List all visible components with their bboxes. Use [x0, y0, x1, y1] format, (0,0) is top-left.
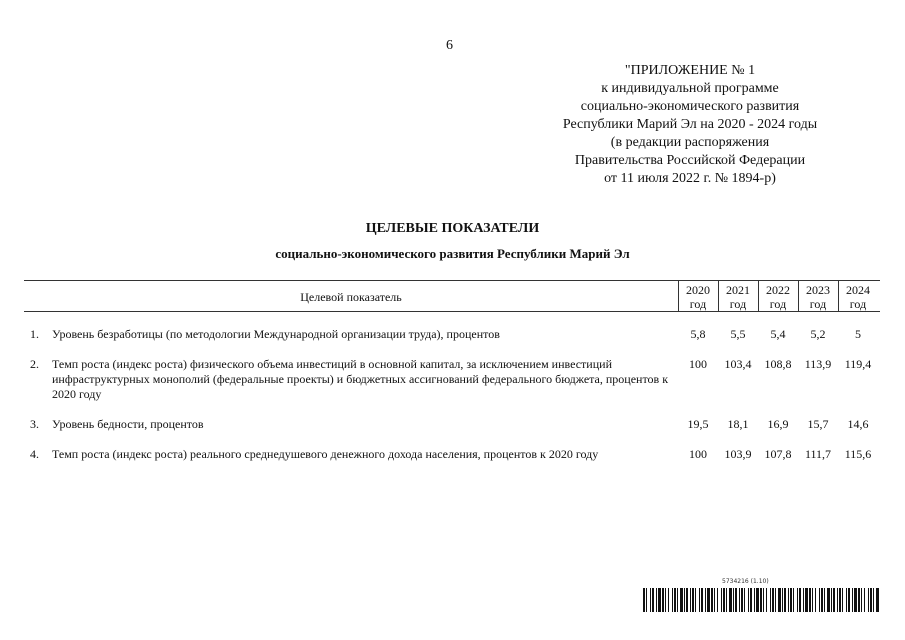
barcode-bar [650, 588, 651, 612]
barcode-bar [665, 588, 666, 612]
barcode-bar [805, 588, 808, 612]
barcode-bar [717, 588, 718, 612]
barcode-bar [705, 588, 706, 612]
barcode-bar [782, 588, 783, 612]
row-value: 19,5 [687, 417, 709, 431]
table-header-rule [24, 311, 880, 312]
barcode-bar [824, 588, 825, 612]
barcode-bar [672, 588, 673, 612]
barcode-bar [797, 588, 798, 612]
barcode-bar [873, 588, 874, 612]
barcode-bar [788, 588, 789, 612]
barcode-bar [680, 588, 683, 612]
barcode-bar [748, 588, 749, 612]
row-value: 107,8 [764, 447, 792, 461]
barcode-bar [721, 588, 722, 612]
barcode-bar [852, 588, 853, 612]
row-value: 5,8 [690, 327, 706, 341]
row-number: 3. [30, 417, 39, 431]
barcode-bar [760, 588, 762, 612]
barcode-bar [842, 588, 843, 612]
barcode-bar [812, 588, 813, 612]
column-header-indicator: Целевой показатель [300, 290, 402, 304]
barcode-bar [662, 588, 664, 612]
barcode-bar [831, 588, 832, 612]
appendix-header [520, 62, 860, 188]
column-header-year [758, 283, 798, 311]
row-number: 4. [30, 447, 39, 461]
row-value: 16,9 [767, 417, 789, 431]
barcode-bar [803, 588, 804, 612]
barcode-bar [861, 588, 862, 612]
row-value: 5,2 [810, 327, 826, 341]
barcode-bar [690, 588, 691, 612]
barcode-bar [739, 588, 740, 612]
barcode-bar [778, 588, 781, 612]
barcode-bar [766, 588, 767, 612]
barcode-bar [707, 588, 710, 612]
row-value: 115,6 [844, 447, 872, 461]
barcode-bar [772, 588, 774, 612]
barcode-bar [741, 588, 743, 612]
appendix-line: "ПРИЛОЖЕНИЕ № 1 [624, 63, 756, 78]
year-label: 2023 [806, 283, 830, 297]
row-number: 2. [30, 357, 39, 371]
barcode-bar [775, 588, 776, 612]
row-value: 103,9 [724, 447, 752, 461]
barcode-image [643, 588, 881, 612]
appendix-line: Правительства Российской Федерации [574, 153, 806, 168]
table-top-rule [24, 280, 880, 281]
barcode-bar [846, 588, 847, 612]
barcode-bar [684, 588, 685, 612]
row-value: 5,5 [730, 327, 746, 341]
barcode-bar [763, 588, 764, 612]
year-label: 2020 [686, 283, 710, 297]
barcode-caption: 5734216 (1.10) [722, 578, 769, 585]
appendix-line: к индивидуальной программе [601, 81, 779, 96]
year-unit: год [849, 297, 867, 311]
row-value: 5 [855, 327, 861, 341]
barcode-bar [656, 588, 657, 612]
year-unit: год [809, 297, 827, 311]
row-value: 14,6 [847, 417, 869, 431]
barcode-bar [827, 588, 830, 612]
barcode-bar [770, 588, 771, 612]
barcode-bar [870, 588, 872, 612]
barcode-bar [744, 588, 745, 612]
barcode-bar [819, 588, 820, 612]
barcode-bar [652, 588, 654, 612]
row-value: 5,4 [770, 327, 786, 341]
barcode-bar [686, 588, 688, 612]
document-title: ЦЕЛЕВЫЕ ПОКАЗАТЕЛИ [365, 221, 540, 236]
column-header-year [718, 283, 758, 311]
barcode-bar [793, 588, 794, 612]
year-unit: год [689, 297, 707, 311]
column-header-year [798, 283, 838, 311]
barcode-bar [848, 588, 850, 612]
barcode-bar [876, 588, 879, 612]
row-number: 1. [30, 327, 39, 341]
year-unit: год [729, 297, 747, 311]
row-indicator-text: Уровень безработицы (по методологии Международной организации труда), процентов [52, 327, 500, 341]
barcode-bar [839, 588, 841, 612]
barcode-bar [750, 588, 752, 612]
barcode-bar [754, 588, 755, 612]
barcode-bar [658, 588, 661, 612]
barcode-bar [858, 588, 860, 612]
appendix-line: от 11 июля 2022 г. № 1894-р) [604, 171, 776, 186]
appendix-line: социально-экономического развития [580, 99, 800, 114]
appendix-line: Республики Марий Эл на 2020 - 2024 годы [562, 117, 818, 132]
barcode-bar [735, 588, 737, 612]
row-indicator-text: Темп роста (индекс роста) реального среднедушевого денежного дохода населения, процентов к 2020 году [52, 447, 599, 461]
column-header-year [678, 283, 718, 311]
barcode-bar [733, 588, 734, 612]
barcode-bar [726, 588, 727, 612]
barcode-bar [784, 588, 786, 612]
row-value: 103,4 [724, 357, 752, 371]
barcode-bar [799, 588, 801, 612]
barcode-bar [714, 588, 715, 612]
barcode-bar [809, 588, 811, 612]
row-value: 108,8 [764, 357, 792, 371]
barcode-bar [711, 588, 713, 612]
barcode-bar [723, 588, 725, 612]
barcode-bar [643, 588, 645, 612]
year-label: 2022 [766, 283, 790, 297]
barcode-bar [821, 588, 823, 612]
page-number: 6 [446, 38, 453, 53]
barcode-bar [701, 588, 703, 612]
barcode-bar [815, 588, 816, 612]
barcode-bar [668, 588, 669, 612]
row-indicator-text: Уровень бедности, процентов [52, 417, 204, 431]
barcode-bar [837, 588, 838, 612]
year-unit: год [769, 297, 787, 311]
row-value: 15,7 [807, 417, 829, 431]
barcode-bar [674, 588, 676, 612]
appendix-line: (в редакции распоряжения [610, 135, 770, 150]
document-subtitle: социально-экономического развития Республики Марий Эл [275, 246, 630, 261]
barcode-bar [729, 588, 732, 612]
barcode-bar [695, 588, 696, 612]
row-value: 100 [689, 357, 707, 371]
barcode-bar [699, 588, 700, 612]
barcode-bar [864, 588, 865, 612]
barcode-bar [854, 588, 857, 612]
barcode-bar [677, 588, 678, 612]
barcode-bar [756, 588, 759, 612]
row-value: 111,7 [804, 447, 832, 461]
row-indicator-text: Темп роста (индекс роста) физического объема инвестиций в основной капитал, за исключением инвестиций инфраструктурных монополий (федеральные проекты) и бюджетных ассигнований федерального бюджета, процентов к 2020 году [52, 357, 669, 401]
year-label: 2021 [726, 283, 750, 297]
row-value: 100 [689, 447, 707, 461]
row-value: 18,1 [727, 417, 749, 431]
barcode-bar [790, 588, 792, 612]
barcode-bar [868, 588, 869, 612]
barcode-bar [833, 588, 835, 612]
row-value: 119,4 [844, 357, 872, 371]
column-header-year [838, 283, 878, 311]
barcode-bar [646, 588, 647, 612]
year-label: 2024 [846, 283, 870, 297]
row-value: 113,9 [804, 357, 832, 371]
barcode-bar [692, 588, 694, 612]
